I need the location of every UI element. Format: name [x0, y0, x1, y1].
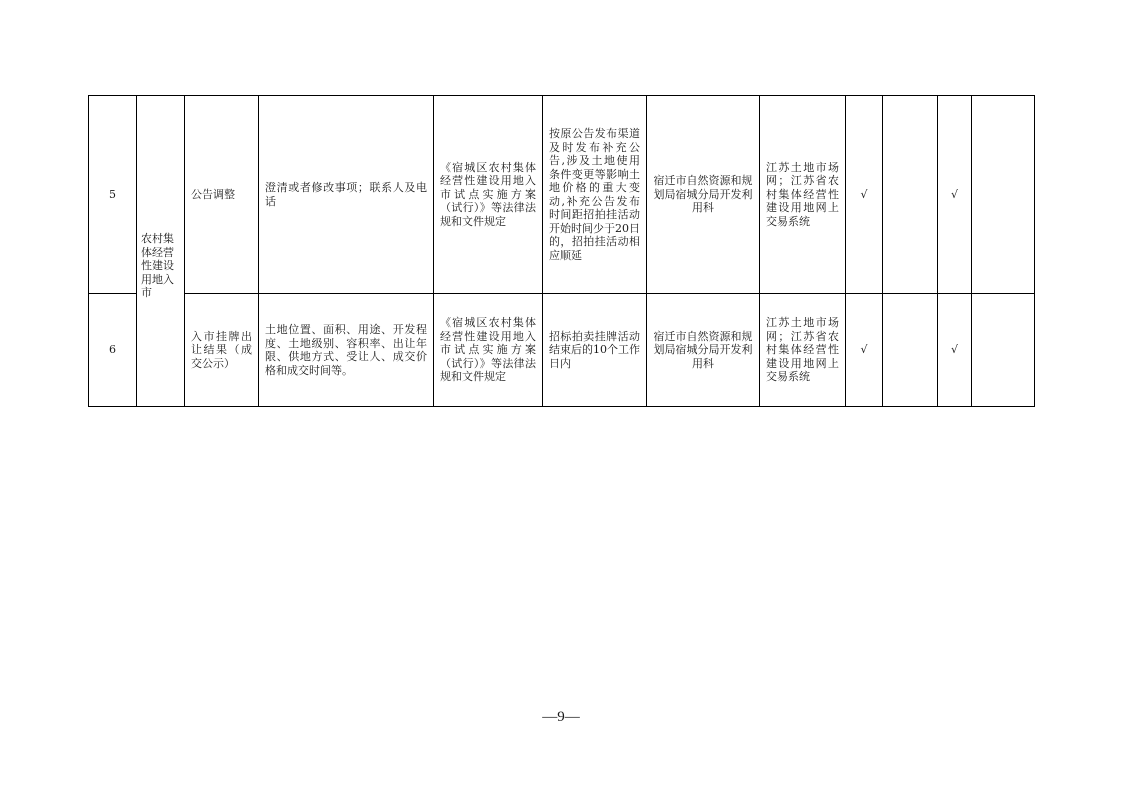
subject-cell: 宿迁市自然资源和规划局宿城分局开发利用科	[647, 96, 760, 294]
basis-cell: 《宿城区农村集体经营性建设用地入市试点实施方案（试行）》等法律法规和文件规定	[434, 96, 543, 294]
time-cell: 招标拍卖挂牌活动结束后的10个工作日内	[543, 294, 647, 407]
subject-cell: 宿迁市自然资源和规划局宿城分局开发利用科	[647, 294, 760, 407]
category-cell	[137, 96, 185, 407]
check-mark: √	[938, 96, 972, 294]
content-cell: 澄清或者修改事项；联系人及电话	[259, 96, 434, 294]
item-cell: 公告调整	[185, 96, 259, 294]
check-mark: √	[846, 294, 883, 407]
content-cell: 土地位置、面积、用途、开发程度、土地级别、容积率、出让年限、供地方式、受让人、成交价格和成交时间等。	[259, 294, 434, 407]
empty-mark	[883, 96, 938, 294]
table-row	[89, 294, 1035, 407]
empty-mark	[883, 294, 938, 407]
row-number: 6	[89, 294, 137, 407]
page-number: —9—	[542, 709, 580, 725]
item-cell: 入市挂牌出让结果（成交公示）	[185, 294, 259, 407]
row-number: 5	[89, 96, 137, 294]
time-cell: 按原公告发布渠道及时发布补充公告,涉及土地使用条件变更等影响土地价格的重大变动,补充公告发布时间距招拍挂活动开始时间少于20日的，招拍挂活动相应顺延	[543, 96, 647, 294]
empty-mark	[972, 96, 1035, 294]
check-mark: √	[846, 96, 883, 294]
channel-cell: 江苏土地市场网；江苏省农村集体经营性建设用地网上交易系统	[760, 96, 846, 294]
table-row	[89, 96, 1035, 294]
disclosure-table	[88, 95, 1035, 407]
basis-cell: 《宿城区农村集体经营性建设用地入市试点实施方案（试行）》等法律法规和文件规定	[434, 294, 543, 407]
empty-mark	[972, 294, 1035, 407]
check-mark: √	[938, 294, 972, 407]
channel-cell: 江苏土地市场网；江苏省农村集体经营性建设用地网上交易系统	[760, 294, 846, 407]
category-label: 农村集体经营性建设用地入市	[141, 232, 174, 300]
